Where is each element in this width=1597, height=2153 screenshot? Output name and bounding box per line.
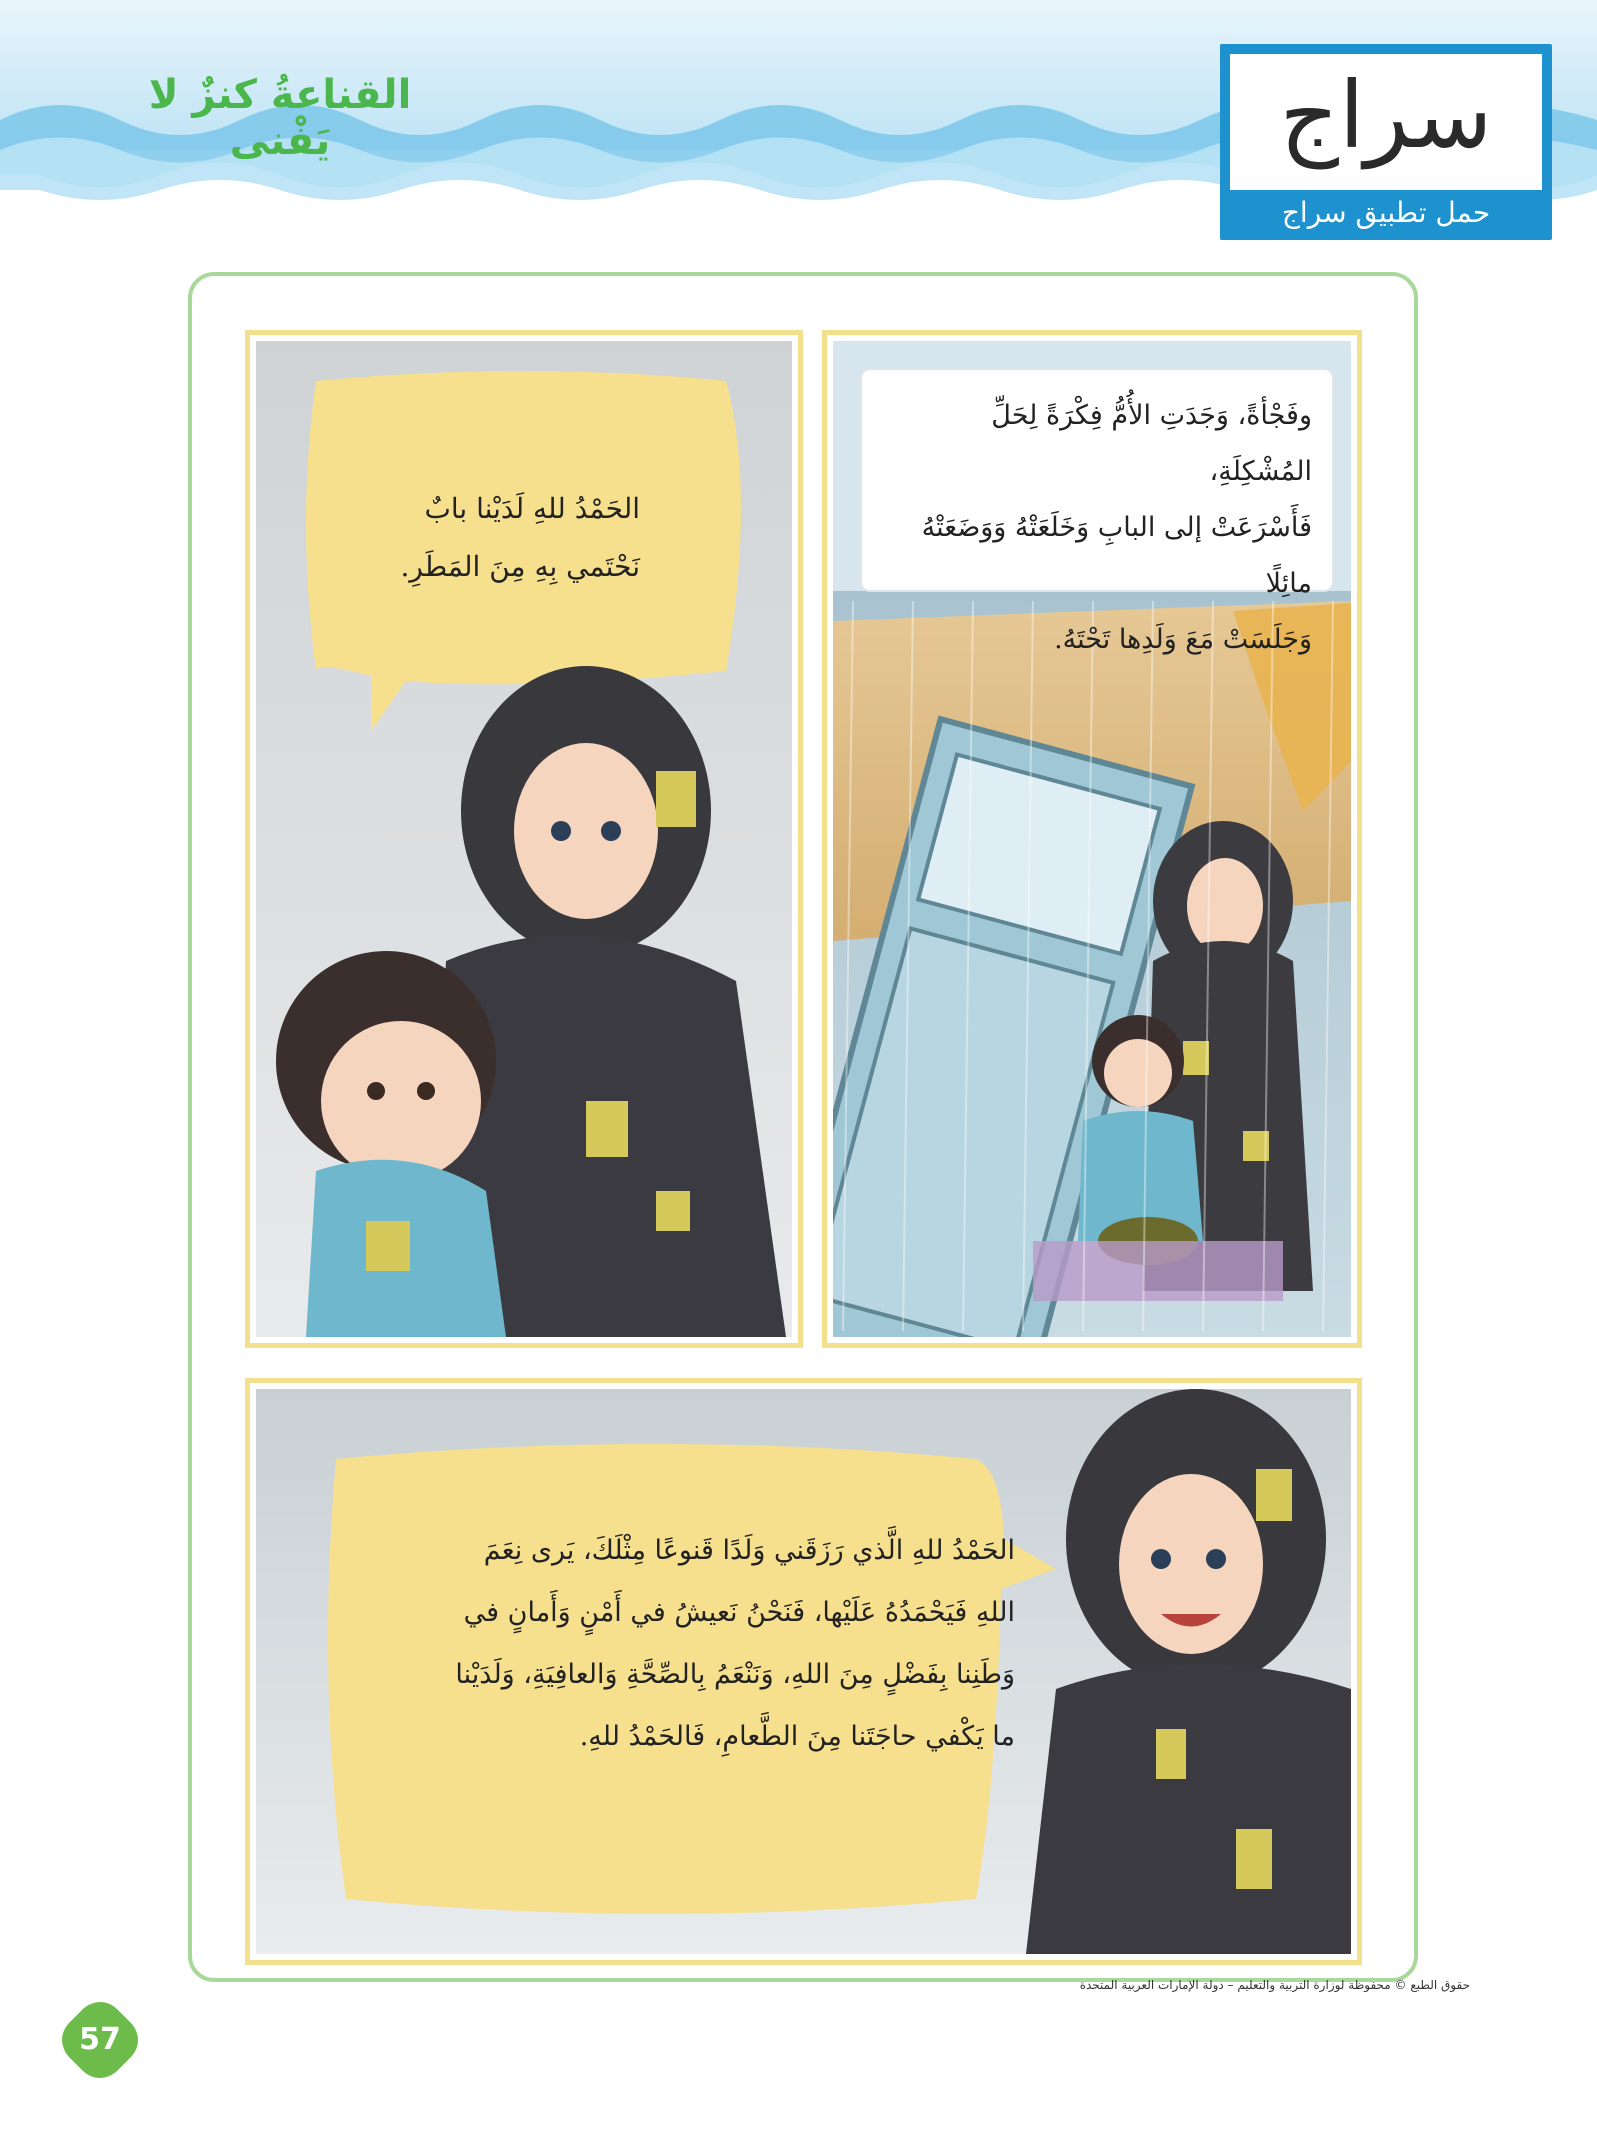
narration-box <box>862 370 1332 655</box>
brand-tagline: حمل تطبيق سراج <box>1281 196 1491 229</box>
brand-name: سراج <box>1279 62 1493 169</box>
siraj-app-badge[interactable] <box>1220 44 1552 240</box>
speech-bubble-mother-1 <box>360 480 640 596</box>
lesson-title: القناعةُ كنزٌ لا يَفْنى <box>148 72 412 164</box>
speech-line: وَطَنِنا بِفَضْلٍ مِنَ اللهِ، وَنَنْعَمُ بِالصِّحَّةِ وَالعافِيَةِ، وَلَدَيْنا <box>455 1659 1015 1690</box>
narration-line: فَأَسْرَعَتْ إلى البابِ وَخَلَعَتْهُ وَوَضَعَتْهُ مائِلًا <box>921 512 1312 599</box>
narration-line: وفَجْأةً، وَجَدَتِ الأُمُّ فِكْرَةً لِحَلِّ المُشْكِلَةِ، <box>991 400 1312 487</box>
speech-bubble-mother-2 <box>335 1520 1015 1768</box>
page-number: 57 <box>79 2022 121 2057</box>
speech-line: الحَمْدُ للهِ الَّذي رَزَقَني وَلَدًا قَنوعًا مِثْلَكَ، يَرى نِعَمَ <box>483 1535 1015 1566</box>
brand-logo-area <box>1230 54 1542 190</box>
narration-line: وَجَلَسَتْ مَعَ وَلَدِها تَحْتَهُ. <box>1054 624 1312 655</box>
speech-line: اللهِ فَيَحْمَدُهُ عَلَيْها، فَنَحْنُ نَعيشُ في أَمْنٍ وَأَمانٍ في <box>463 1597 1015 1628</box>
copyright-note: حقوق الطبع © محفوظة لوزارة التربية والتعليم – دولة الإمارات العربية المتحدة <box>1079 1978 1470 1992</box>
speech-line: ما يَكْفي حاجَتَنا مِنَ الطَّعامِ، فَالحَمْدُ للهِ. <box>579 1721 1015 1752</box>
speech-line: نَحْتَمي بِهِ مِنَ المَطَرِ. <box>400 550 640 583</box>
speech-line: الحَمْدُ للهِ لَدَيْنا بابٌ <box>424 492 640 525</box>
